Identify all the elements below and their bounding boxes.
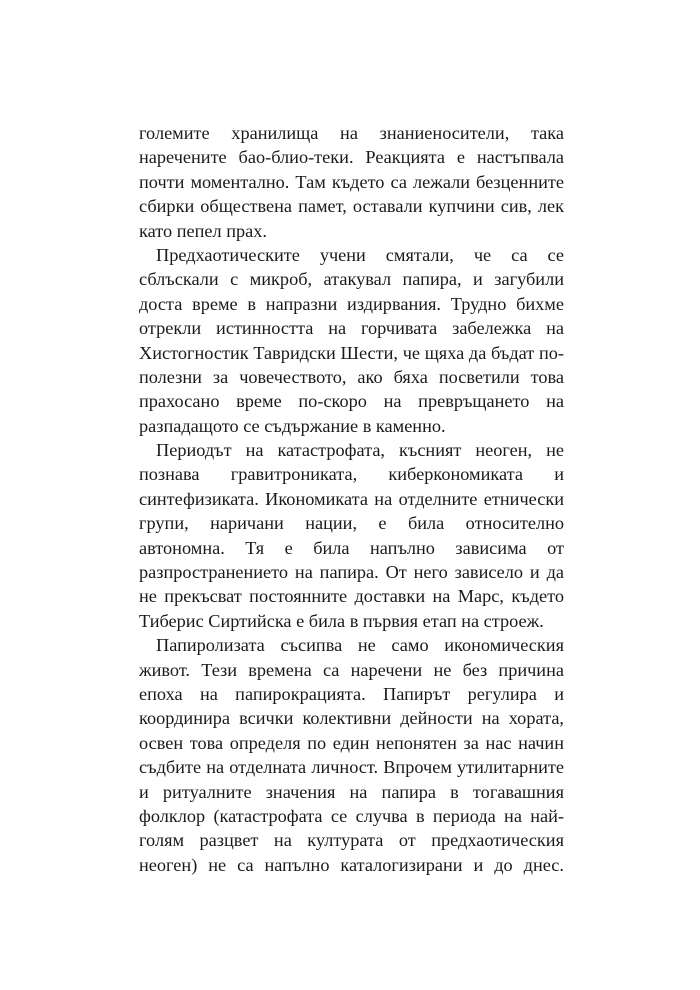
text-line: големите хранилища на знаниеносители, така [139,123,564,143]
text-line: живот. Тези времена са наречени не без причина [139,659,564,680]
text-line: като пепел прах. [139,220,267,241]
text-line: неоген) не са напълно каталогизирани и до днес. [139,854,564,875]
text-line: разпадащото се съдържание в каменно. [139,415,446,436]
text-line: фолклор (катастрофата се случва в периода на най- [139,805,564,826]
text-line: сбирки обществена памет, оставали купчини сив, лек [139,196,564,217]
text-line: автономна. Тя е била напълно зависима от [139,537,564,558]
text-line: Тиберис Сиртийска е била в първия етап на строеж. [139,610,544,631]
text-line: отрекли истинността на горчивата забележка на [139,318,564,339]
text-line: познава гравитрониката, киберкономиката и [139,464,564,485]
text-line: не прекъсват постоянните доставки на Марс, където [139,586,564,607]
text-line: голям разцвет на културата от предхаотическия [139,830,564,851]
text-line: и ритуалните значения на папира в тогавашния [139,781,564,802]
text-line: Предхаотическите учени смятали, че са се [156,244,564,265]
text-line: доста време в напразни издирвания. Трудно бихме [139,293,564,314]
paragraph-3 [139,438,564,633]
text-line: групи, наричани нации, е била относително [139,513,564,534]
text-line: освен това определя по един непонятен за нас начин [139,732,564,753]
paragraph-1 [139,121,564,243]
text-line: епоха на папирокрацията. Папирът регулира и [139,683,564,704]
text-line: почти моментално. Там където са лежали безценните [139,171,564,192]
text-line: сблъскали с микроб, атакувал папира, и загубили [139,269,564,290]
text-line: съдбите на отделната личност. Впрочем утилитарните [139,757,564,778]
text-line: координира всички колективни дейности на хората, [139,708,564,729]
paragraph-4 [139,633,564,877]
paragraph-2 [139,243,564,438]
text-line: разпространението на папира. От него зависело и да [139,562,564,583]
text-line: Папиролизата съсипва не само икономическия [156,635,564,656]
text-line: Хистогностик Тавридски Шести, че щяха да бъдат по- [139,342,564,363]
text-line: полезни за човечеството, ако бяха посветили това [139,366,564,387]
text-line: прахосано време по-скоро на превръщането на [139,391,564,412]
text-line: Периодът на катастрофата, късният неоген, не [156,440,564,461]
body-text [139,121,564,877]
text-line: наречените бао-блио-теки. Реакцията е настъпвала [139,147,564,168]
text-line: синтефизиката. Икономиката на отделните етнически [139,488,564,509]
